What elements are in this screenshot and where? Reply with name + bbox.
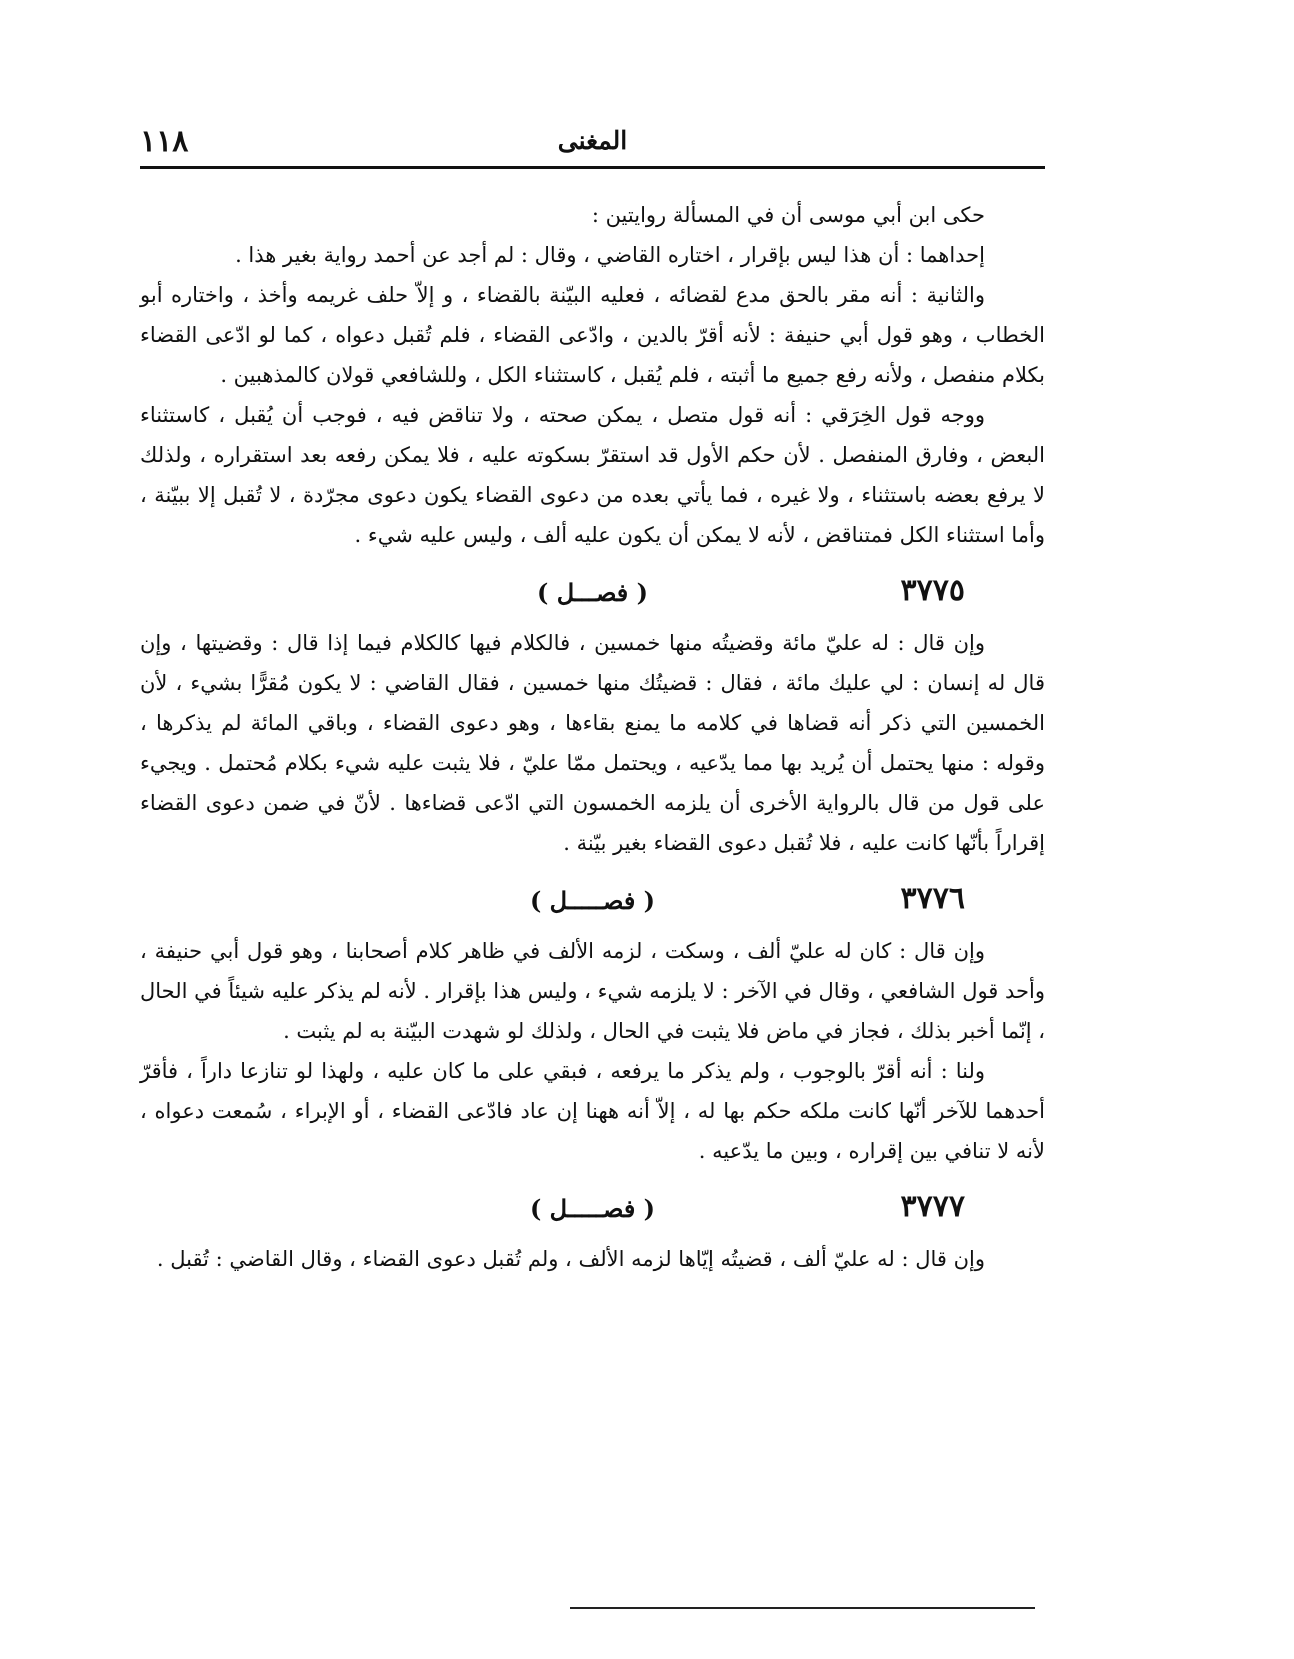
running-title: المغنى <box>557 126 628 155</box>
section-number: ٣٧٧٥ <box>900 573 965 608</box>
section-3776-paragraph-2: ولنا : أنه أقرّ بالوجوب ، ولم يذكر ما يرفعه ، فبقي على ما كان عليه ، ولهذا لو تنازعا داراً ، فأقرّ أحدهما للآخر أنّها كانت ملكه حكم بها له ، إلاّ أنه ههنا إن عاد فادّعى القضاء ، أو الإبراء ، سُمعت دعواه ، لأنه لا تنافي بين إقراره ، وبين ما يدّعيه . <box>140 1059 1045 1163</box>
section-3776-paragraph-1: وإن قال : كان له عليّ ألف ، وسكت ، لزمه الألف في ظاهر كلام أصحابنا ، وهو قول أبي حنيفة ، وأحد قول الشافعي ، وقال في الآخر : لا يلزمه شيء ، وليس هذا بإقرار . لأنه لم يذكر عليه شيئاً في الحال ، إنّما أخبر بذلك ، فجاز في ماض فلا يثبت في الحال ، ولذلك لو شهدت البيّنة به لم يثبت . <box>140 939 1045 1043</box>
section-3775-paragraph-1: وإن قال : له عليّ مائة وقضيتُه منها خمسين ، فالكلام فيها كالكلام فيما إذا قال : وقضيتها ، وإن قال له إنسان : لي عليك مائة ، فقال : قضيتُك منها خمسين ، فقال القاضي : لا يكون مُقرًّا بشيء ، لأن الخمسين التي ذكر أنه قضاها في كلامه ما يمنع بقاءها ، وهو دعوى القضاء ، وباقي المائة لم يذكرها ، وقوله : منها يحتمل أن يُريد بها مما يدّعيه ، ويحتمل ممّا عليّ ، فلا يثبت عليه شيء بكلام مُحتمل . ويجيء على قول من قال بالرواية الأخرى أن يلزمه الخمسون التي ادّعى قضاءها . لأنّ في ضمن دعوى القضاء إقراراً بأنّها كانت عليه ، فلا تُقبل دعوى القضاء بغير بيّنة . <box>140 631 1045 855</box>
section-3777-paragraph-1: وإن قال : له عليّ ألف ، قضيتُه إيّاها لزمه الألف ، ولم تُقبل دعوى القضاء ، وقال القاضي : تُقبل . <box>156 1247 985 1271</box>
section-label: ( فصـــــل ) <box>529 1194 656 1223</box>
section-number: ٣٧٧٧ <box>900 1189 965 1224</box>
section-label: ( فصـــــل ) <box>529 886 656 915</box>
paragraph-intro-2: إحداهما : أن هذا ليس بإقرار ، اختاره القاضي ، وقال : لم أجد عن أحمد رواية بغير هذا . <box>235 243 985 267</box>
section-label: ( فصـــل ) <box>537 578 648 607</box>
page-header <box>140 118 1045 168</box>
paragraph-intro-3: والثانية : أنه مقر بالحق مدع لقضائه ، فعليه البيّنة بالقضاء ، و إلاّ حلف غريمه وأخذ ، واختاره أبو الخطاب ، وهو قول أبي حنيفة : لأنه أقرّ بالدين ، وادّعى القضاء ، فلم تُقبل دعواه ، كما لو ادّعى القضاء بكلام منفصل ، ولأنه رفع جميع ما أثبته ، فلم يُقبل ، كاستثناء الكل ، وللشافعي قولان كالمذهبين . <box>140 283 1045 387</box>
paragraph-intro-4: ووجه قول الخِرَقي : أنه قول متصل ، يمكن صحته ، ولا تناقض فيه ، فوجب أن يُقبل ، كاستثناء البعض ، وفارق المنفصل . لأن حكم الأول قد استقرّ بسكوته عليه ، فلا يمكن رفعه بعد استقراره ، ولذلك لا يرفع بعضه باستثناء ، ولا غيره ، فما يأتي بعده من دعوى القضاء يكون دعوى مجرّدة ، لا تُقبل إلا ببيّنة ، وأما استثناء الكل فمتناقض ، لأنه لا يمكن أن يكون عليه ألف ، وليس عليه شيء . <box>140 403 1045 547</box>
page-body <box>140 195 1045 1279</box>
page-number: ١١٨ <box>140 124 189 159</box>
section-heading-3776 <box>140 877 1045 925</box>
paragraph-intro-1: حكى ابن أبي موسى أن في المسألة روايتين : <box>591 203 985 227</box>
header-divider <box>140 166 1045 169</box>
section-heading-3777 <box>140 1185 1045 1233</box>
section-number: ٣٧٧٦ <box>900 881 965 916</box>
section-heading-3775 <box>140 569 1045 617</box>
footer-divider <box>570 1607 1035 1609</box>
